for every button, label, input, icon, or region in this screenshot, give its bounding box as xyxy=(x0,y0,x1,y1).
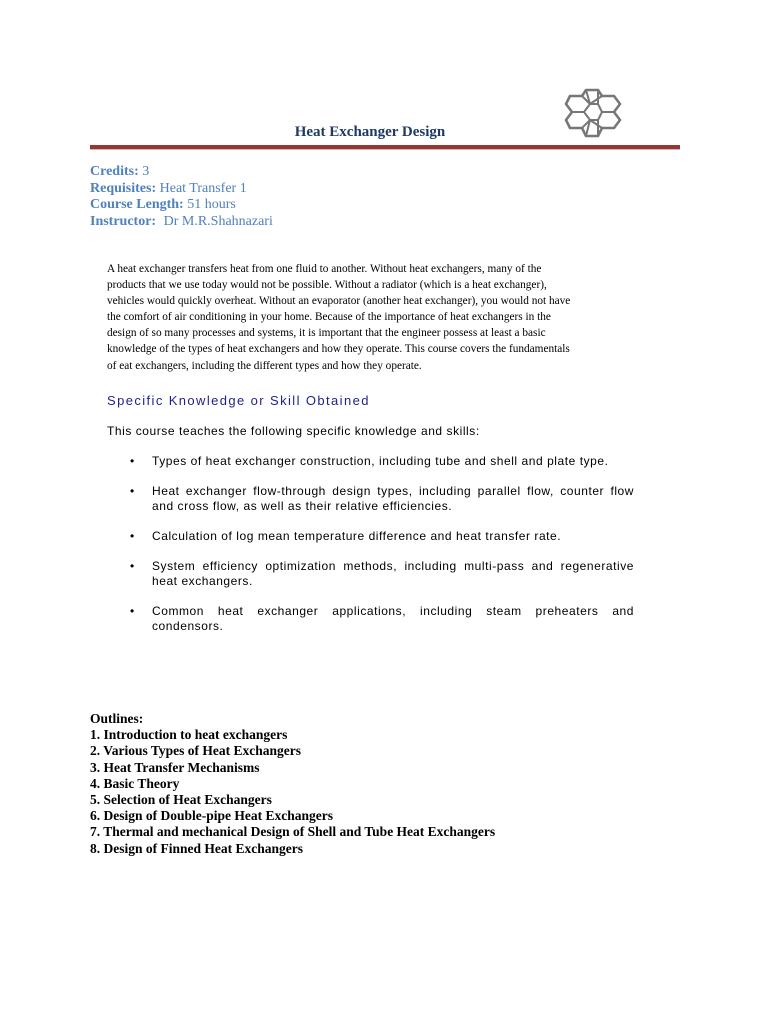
list-item-text: Types of heat exchanger construction, including tube and shell and plate type. xyxy=(152,454,609,468)
intro-line: products that we use today would not be possible. Without a radiator (which is a heat exchanger), xyxy=(107,279,547,292)
section-heading: Specific Knowledge or Skill Obtained xyxy=(107,393,370,408)
list-item-text: Calculation of log mean temperature difference and heat transfer rate. xyxy=(152,529,562,543)
intro-line: vehicles would quickly overheat. Without an evaporator (another heat exchanger), you would not have xyxy=(107,295,571,308)
instructor-row xyxy=(90,214,273,231)
outline-item: 6. Design of Double-pipe Heat Exchangers xyxy=(90,808,333,824)
document-title: Heat Exchanger Design xyxy=(294,124,446,140)
skills-lead-text: This course teaches the following specific knowledge and skills: xyxy=(107,424,480,438)
list-item xyxy=(130,529,634,544)
list-item-text: Heat exchanger flow-through design types, including parallel flow, counter flow and cross flow, as well as their relative efficiencies. xyxy=(152,484,634,513)
intro-paragraph xyxy=(107,261,627,374)
outline-item: 7. Thermal and mechanical Design of Shell and Tube Heat Exchangers xyxy=(90,824,496,840)
outline-item: 8. Design of Finned Heat Exchangers xyxy=(90,840,304,856)
outline-item: 1. Introduction to heat exchangers xyxy=(90,727,288,743)
credits-label: Credits: xyxy=(90,164,139,179)
course-length-value: 51 hours xyxy=(187,197,236,212)
intro-line: knowledge of the types of heat exchangers and how they operate. This course covers the fundamentals xyxy=(107,343,570,356)
outlines-heading: Outlines: xyxy=(90,711,144,726)
course-info xyxy=(90,164,273,230)
list-item-text: System efficiency optimization methods, including multi-pass and regenerative heat exchangers. xyxy=(152,559,634,588)
outlines-section xyxy=(90,711,495,857)
credits-row xyxy=(90,164,273,181)
list-item xyxy=(130,604,634,634)
intro-line: of eat exchangers, including the different types and how they operate. xyxy=(107,359,422,372)
bullet-icon: • xyxy=(130,559,135,573)
outline-item: 3. Heat Transfer Mechanisms xyxy=(90,759,260,775)
instructor-label: Instructor: xyxy=(90,213,157,229)
outline-item: 2. Various Types of Heat Exchangers xyxy=(90,743,302,759)
course-length-row xyxy=(90,197,273,214)
list-item xyxy=(130,559,634,589)
title-divider xyxy=(90,145,680,150)
bullet-icon: • xyxy=(130,604,135,618)
outline-item: 5. Selection of Heat Exchangers xyxy=(90,792,272,808)
bullet-icon: • xyxy=(130,484,135,498)
list-item xyxy=(130,484,634,514)
instructor-value: Dr M.R.Shahnazari xyxy=(163,213,273,229)
intro-line: design of so many processes and systems, it is important that the engineer possess at least a basic xyxy=(107,327,546,340)
bullet-icon: • xyxy=(130,454,135,468)
bullet-icon: • xyxy=(130,529,135,543)
list-item xyxy=(130,454,634,469)
intro-line: A heat exchanger transfers heat from one fluid to another. Without heat exchangers, many of the xyxy=(107,263,542,275)
outline-item: 4. Basic Theory xyxy=(90,775,180,791)
credits-value: 3 xyxy=(142,164,150,179)
skills-list xyxy=(130,454,634,649)
intro-line: the comfort of air conditioning in your home. Because of the importance of heat exchangers in the xyxy=(107,311,551,324)
list-item-text: Common heat exchanger applications, including steam preheaters and condensors. xyxy=(152,604,634,633)
requisites-row xyxy=(90,181,273,198)
course-length-label: Course Length: xyxy=(90,197,184,212)
requisites-value: Heat Transfer 1 xyxy=(159,180,247,196)
requisites-label: Requisites: xyxy=(90,180,157,196)
